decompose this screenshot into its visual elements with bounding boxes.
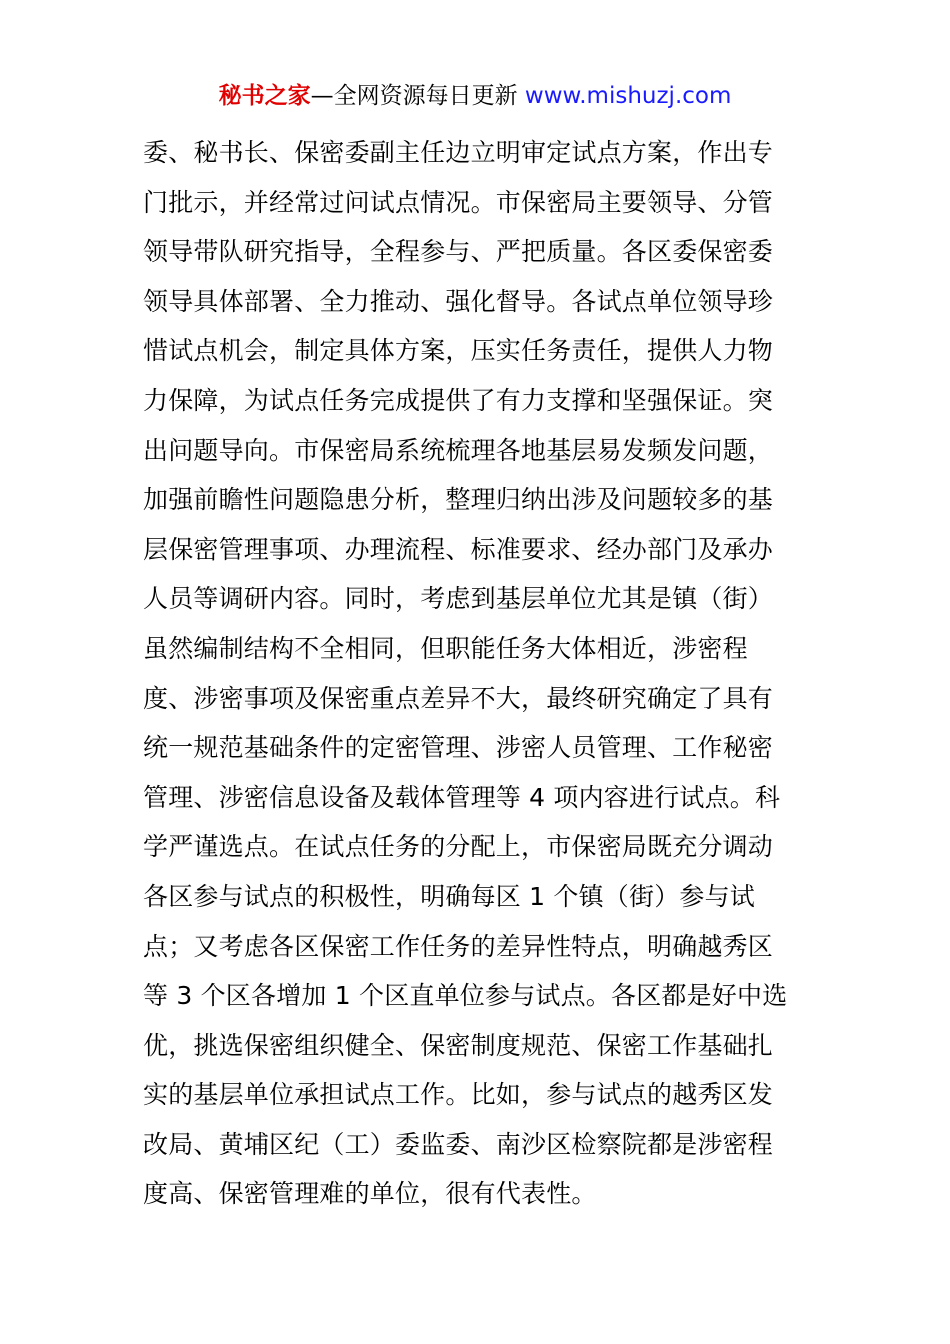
body-line: 优，挑选保密组织健全、保密制度规范、保密工作基础扎: [143, 1030, 774, 1060]
header-site-link[interactable]: www.mishuzj.com: [524, 83, 732, 109]
body-line: 层保密管理事项、办理流程、标准要求、经办部门及承办: [143, 534, 774, 564]
body-line: 点；又考虑各区保密工作任务的差异性特点，明确越秀区: [143, 931, 774, 961]
body-line: 管理、涉密信息设备及载体管理等 4 项内容进行试点。科: [143, 782, 781, 812]
body-line: 人员等调研内容。同时，考虑到基层单位尤其是镇（街）: [143, 584, 774, 614]
body-line: 度高、保密管理难的单位，很有代表性。: [143, 1179, 597, 1209]
header-tagline: —全网资源每日更新: [310, 83, 525, 109]
body-line: 出问题导向。市保密局系统梳理各地基层易发频发问题，: [143, 435, 774, 465]
body-line: 各区参与试点的积极性，明确每区 1 个镇（街）参与试: [143, 881, 756, 911]
body-line: 改局、黄埔区纪（工）委监委、南沙区检察院都是涉密程: [143, 1129, 774, 1159]
header-brand: 秘书之家: [218, 83, 311, 109]
body-line: 加强前瞻性问题隐患分析，整理归纳出涉及问题较多的基: [143, 485, 774, 515]
body-line: 虽然编制结构不全相同，但职能任务大体相近，涉密程: [143, 633, 748, 663]
body-line: 委、秘书长、保密委副主任边立明审定试点方案，作出专: [143, 138, 774, 167]
body-line: 领导具体部署、全力推动、强化督导。各试点单位领导珍: [143, 286, 774, 316]
body-line: 度、涉密事项及保密重点差异不大，最终研究确定了具有: [143, 683, 774, 713]
body-line: 惜试点机会，制定具体方案，压实任务责任，提供人力物: [143, 336, 774, 366]
body-line: 学严谨选点。在试点任务的分配上，市保密局既充分调动: [143, 832, 774, 862]
body-line: 等 3 个区各增加 1 个区直单位参与试点。各区都是好中选: [143, 981, 788, 1011]
body-line: 门批示，并经常过问试点情况。市保密局主要领导、分管: [143, 187, 774, 217]
document-body: [143, 128, 813, 1219]
body-line: 力保障，为试点任务完成提供了有力支撑和坚强保证。突: [143, 385, 774, 415]
body-line: 统一规范基础条件的定密管理、涉密人员管理、工作秘密: [143, 733, 774, 763]
body-line: 实的基层单位承担试点工作。比如，参与试点的越秀区发: [143, 1080, 774, 1110]
page-header: [0, 80, 950, 112]
body-line: 领导带队研究指导，全程参与、严把质量。各区委保密委: [143, 237, 774, 267]
